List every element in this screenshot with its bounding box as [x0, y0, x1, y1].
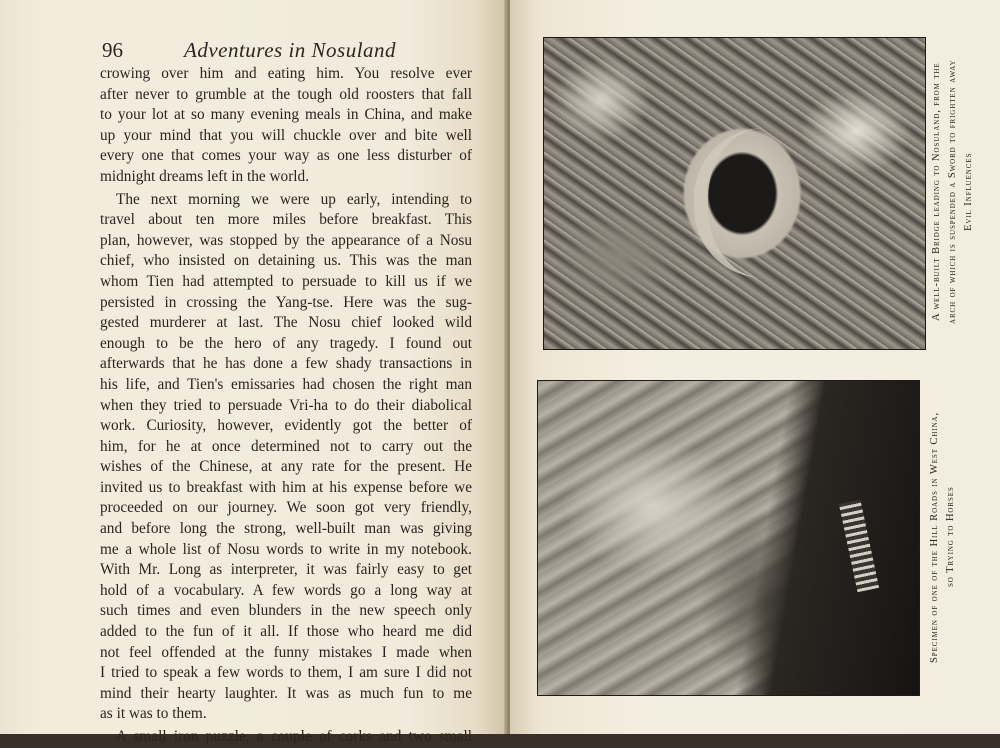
hill-road-photo-caption [927, 384, 967, 690]
text-line: him, for he at once determined not to carry out the [100, 437, 472, 455]
text-line: to your lot at so many evening meals in China, and make [100, 106, 472, 124]
road-fence [839, 500, 879, 593]
bridge-photo-caption [929, 38, 974, 346]
text-line: such times and even blunders in the new speech only [100, 602, 472, 620]
text-line: A small iron puzzle, a couple of corks and two small [116, 728, 472, 745]
text-line: enough to be the hero of any tragedy. I found out [100, 334, 472, 352]
text-line: persisted in crossing the Yang-tse. Here was the sug- [100, 293, 472, 311]
text-line: I tried to speak a few words to them, I am sure I did not [100, 664, 472, 682]
text-line: hold of a vocabulary. A few words go a long way at [100, 581, 472, 599]
text-line: invited us to breakfast with him at his expense before we [100, 478, 472, 496]
text-line: after never to grumble at the tough old roosters that fall [100, 85, 472, 103]
text-line: With Mr. Long as interpreter, it was fairly easy to get [100, 561, 472, 579]
text-line: added to the fun of it all. If those who heard me did [100, 623, 472, 641]
text-line: midnight dreams left in the world. [100, 167, 310, 185]
text-line: travel about ten more miles before breakfast. This [100, 211, 472, 229]
text-line: up your mind that you will chuckle over and bite well [100, 126, 472, 144]
running-head [102, 38, 472, 64]
text-line: wishes of the Chinese, at any rate for the present. He [100, 458, 472, 476]
text-line: me a whole list of Nosu words to write in my notebook. [100, 540, 472, 558]
book-title: Adventures in Nosuland [184, 38, 397, 62]
text-line: afterwards that he has done a few shady transactions in [100, 355, 472, 373]
paragraph-2 [100, 190, 472, 725]
text-line: crowing over him and eating him. You resolve ever [100, 65, 472, 82]
caption-line: Evil Influences [963, 152, 974, 232]
paragraph-3 [100, 727, 472, 748]
caption-line: so Trying to Horses [945, 486, 956, 588]
text-line: not feel offended at the funny mistakes I made when [100, 643, 472, 661]
text-line: every one that comes your way as one less disturber of [100, 147, 472, 165]
caption-line: Specimen of one of the Hill Roads in West China, [929, 411, 940, 663]
text-line: and before long the strong, well-built man was giving [100, 520, 472, 538]
hill-road-photo [537, 380, 920, 696]
text-line: as it was to them. [100, 705, 207, 723]
bridge-photo [543, 37, 926, 350]
text-line: mind their hearty laughter. It was as much fun to me [100, 684, 472, 702]
text-line: chief, who insisted on detaining us. This was the man [100, 252, 472, 270]
caption-line: A well-built Bridge leading to Nosuland, from the [931, 62, 942, 322]
text-line: proceeded on our journey. We soon got very friendly, [100, 499, 472, 517]
body-text [100, 64, 472, 748]
text-line: when they tried to persuade Vri-ha to do their diabolical [100, 396, 472, 414]
text-line: plan, however, was stopped by the appearance of a Nosu [100, 231, 472, 249]
text-line: his life, and Tien's emissaries had chosen the right man [100, 375, 472, 393]
text-line: work. Curiosity, however, evidently got the better of [100, 417, 472, 435]
paragraph-1 [100, 64, 472, 188]
text-line: whom Tien had attempted to persuade to kill us if we [100, 272, 472, 290]
caption-line: arch of which is suspended a Sword to frighten away [947, 59, 958, 325]
bridge-arch [694, 128, 768, 278]
text-line: gested murderer at last. The Nosu chief looked wild [100, 314, 472, 332]
text-line: The next morning we were up early, intending to [116, 190, 472, 208]
page-number: 96 [102, 38, 123, 62]
